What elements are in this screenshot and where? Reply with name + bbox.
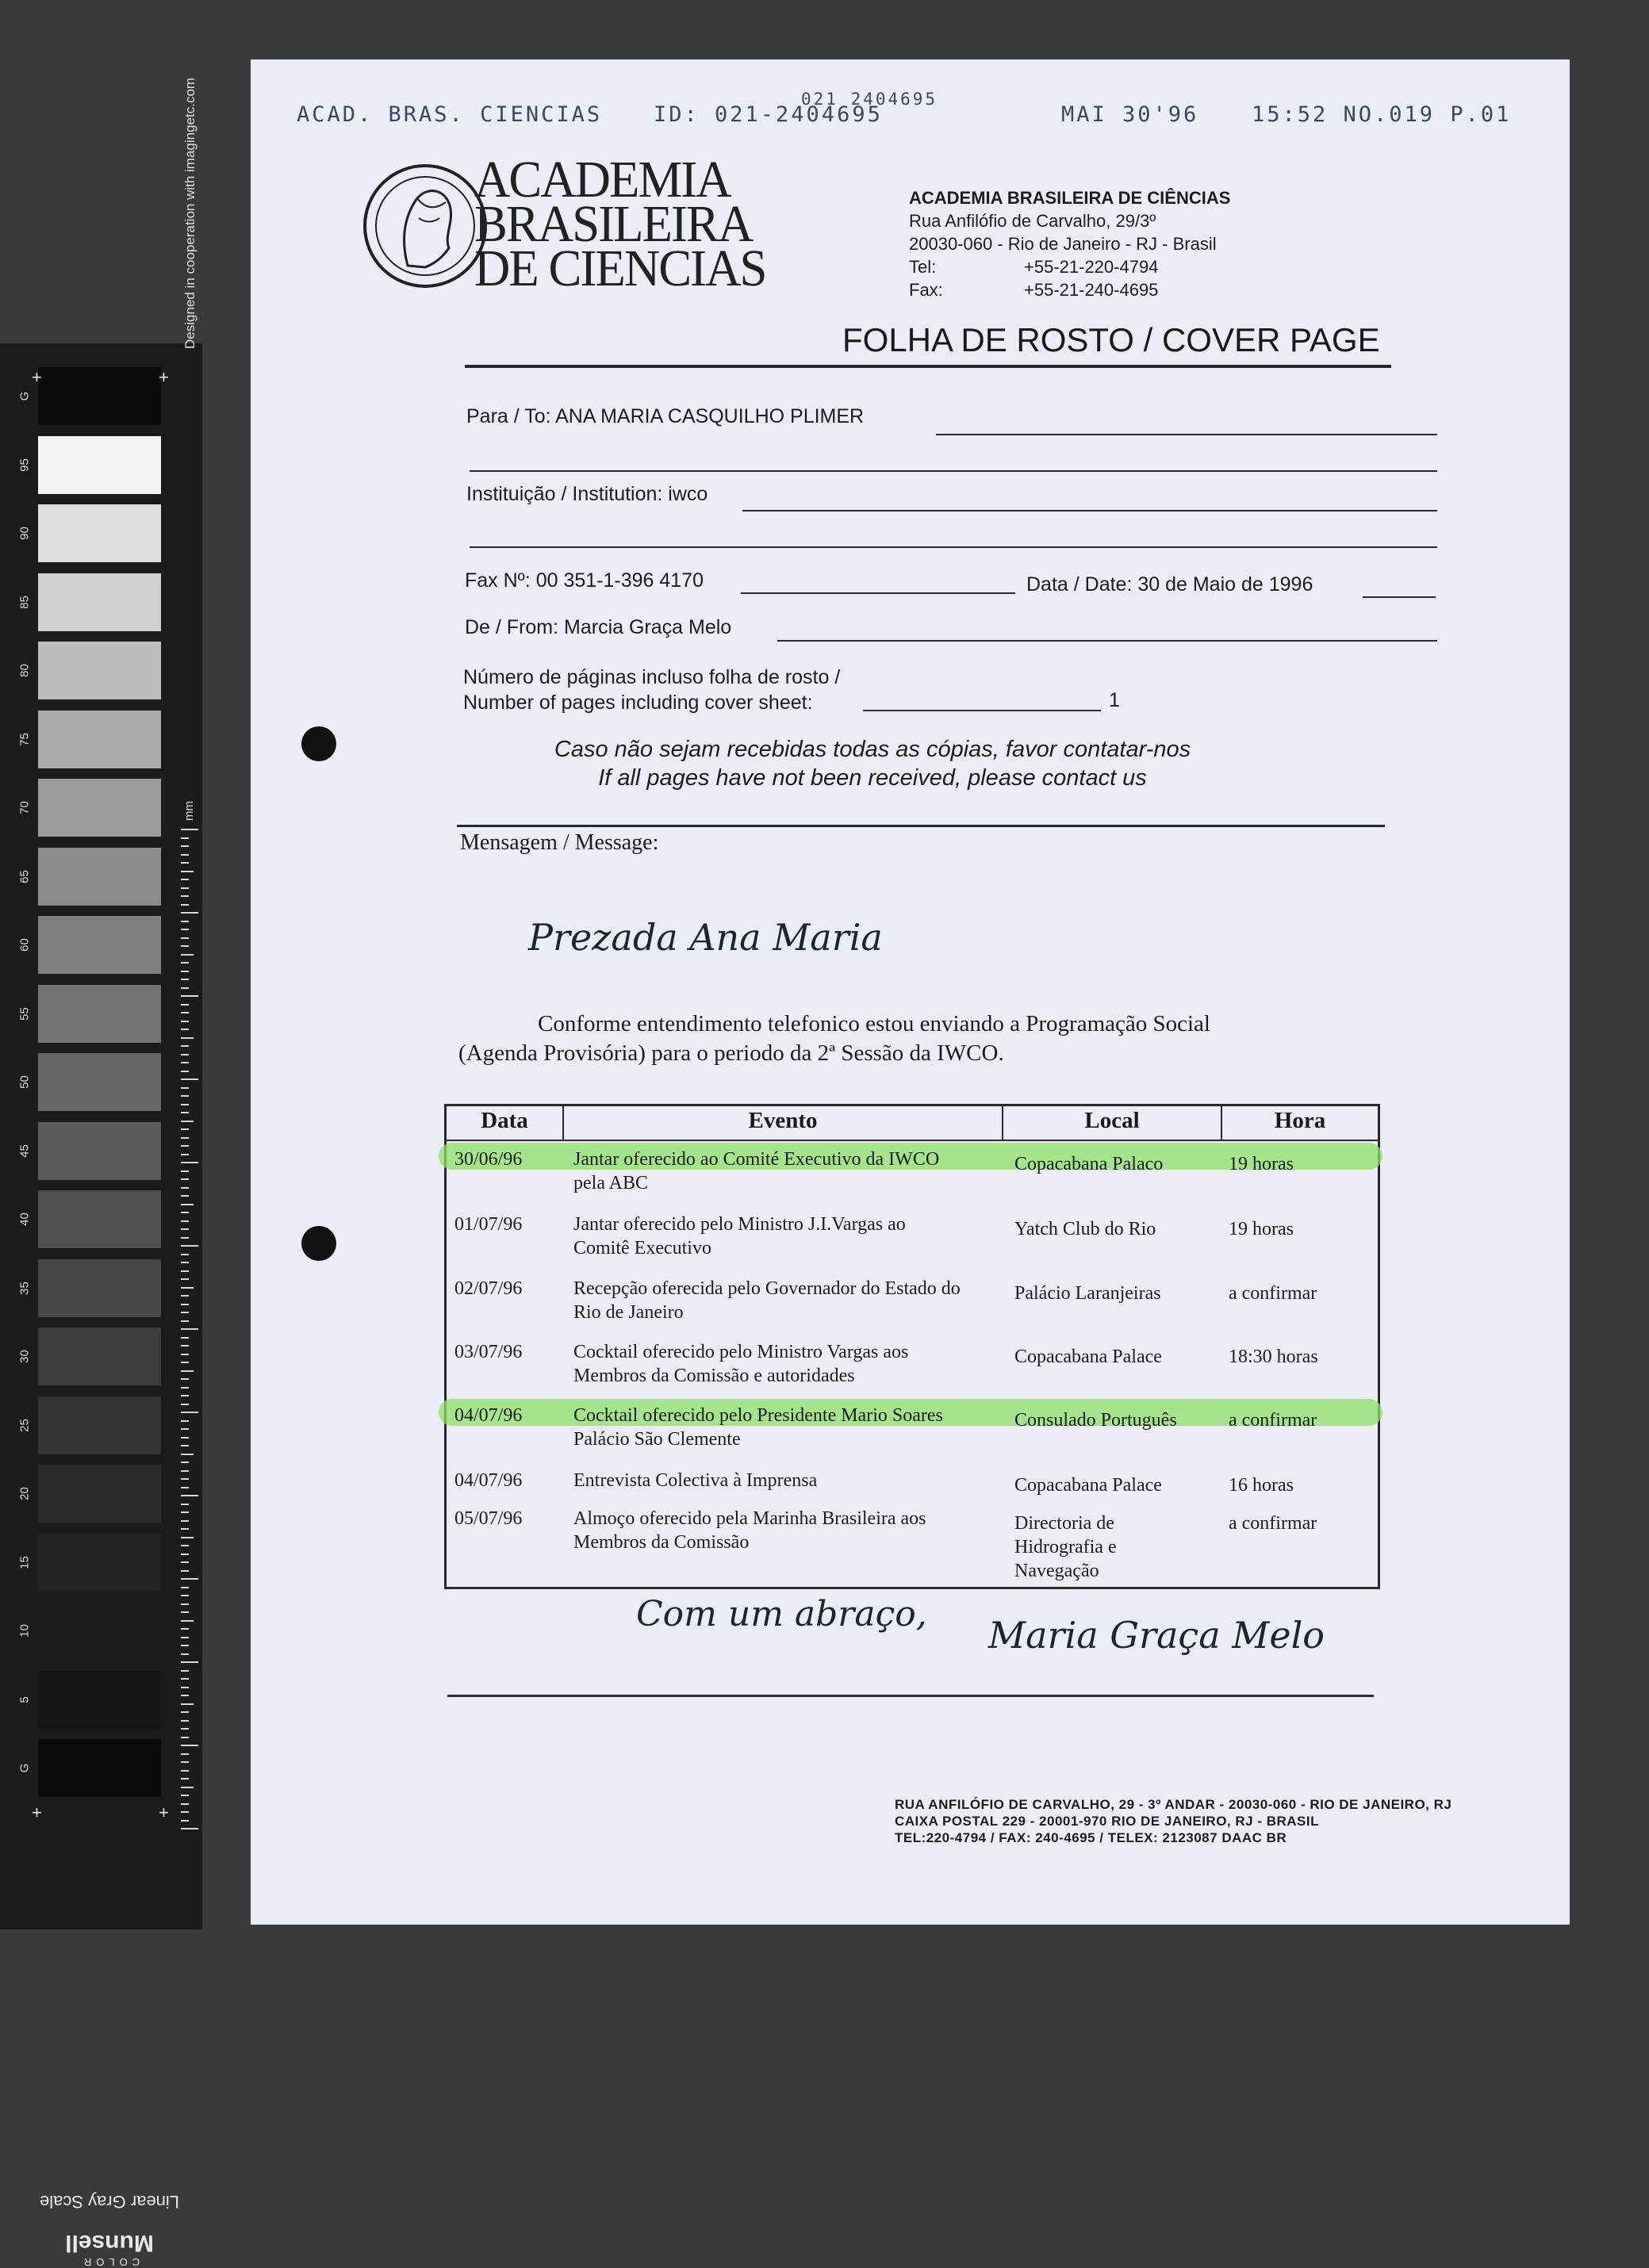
- ruler-tick: [181, 1262, 189, 1263]
- handwritten-signature: Maria Graça Melo: [988, 1614, 1325, 1657]
- cell-local-cont: Navegação: [1014, 1561, 1099, 1581]
- ruler-tick: [181, 1462, 189, 1463]
- ruler-tick: [181, 1337, 189, 1339]
- from-underline: [777, 640, 1437, 642]
- academy-wordmark: [474, 151, 766, 297]
- ruler-tick: [181, 1095, 189, 1097]
- gray-swatch: [38, 1327, 161, 1385]
- gray-swatch: [38, 1053, 161, 1111]
- handwritten-greeting: Prezada Ana Maria: [528, 916, 883, 959]
- swatch-label: 75: [17, 732, 32, 746]
- cell-local: Copacabana Palace: [1014, 1347, 1162, 1367]
- swatch-label: G: [17, 1763, 32, 1773]
- ruler-tick: [181, 879, 189, 880]
- cell-local: Directoria de: [1014, 1513, 1114, 1534]
- ruler-tick: [181, 1528, 189, 1530]
- cell-local: Copacabana Palaco: [1014, 1154, 1164, 1174]
- punch-hole: [301, 726, 336, 761]
- message-rule: [457, 825, 1385, 827]
- ruler-tick: [181, 1187, 189, 1189]
- ruler-tick: [181, 1154, 189, 1155]
- ruler-tick: [181, 862, 189, 864]
- ruler-tick: [181, 845, 189, 847]
- swatch-label: 50: [17, 1075, 32, 1089]
- wordmark-line: DE CIENCIAS: [474, 239, 766, 297]
- ruler-tick: [181, 1437, 189, 1439]
- message-body-line2: (Agenda Provisória) para o periodo da 2ª Sessão da IWCO.: [458, 1040, 1004, 1066]
- handwritten-closing: Com um abraço,: [636, 1594, 927, 1634]
- ruler-tick: [181, 1378, 189, 1380]
- swatch-label: 25: [17, 1418, 32, 1432]
- munsell-logo-sub: COLOR: [79, 2256, 140, 2268]
- ruler-tick: [181, 1703, 194, 1705]
- ruler-tick: [181, 929, 189, 930]
- ruler-tick: [181, 1178, 189, 1180]
- cell-time: 19 horas: [1229, 1154, 1294, 1174]
- ruler-tick: [181, 1445, 189, 1446]
- cell-date: 03/07/96: [454, 1342, 523, 1362]
- cell-event-cont: Comitê Executivo: [573, 1238, 711, 1259]
- gray-swatch: [38, 1259, 161, 1317]
- ruler-tick: [181, 1637, 189, 1638]
- ruler-tick: [181, 979, 189, 980]
- ruler-tick: [181, 854, 189, 856]
- ruler-tick: [181, 887, 189, 889]
- swatch-label: 55: [17, 1006, 32, 1021]
- ruler-tick: [181, 1478, 189, 1480]
- ruler-tick: [181, 1420, 189, 1422]
- signature-rule: [447, 1695, 1374, 1697]
- swatch-label: 60: [17, 938, 32, 952]
- punch-hole: [301, 1226, 336, 1261]
- notice-en: If all pages have not been received, please contact us: [598, 765, 1147, 791]
- fax-time-page: 15:52 NO.019 P.01: [1252, 102, 1512, 127]
- swatch-label: 95: [17, 458, 32, 472]
- ruler-tick: [181, 1128, 189, 1130]
- ruler-tick: [181, 1328, 198, 1330]
- ruler-tick: [181, 895, 189, 897]
- ruler-tick: [181, 1012, 189, 1013]
- ruler-tick: [181, 987, 189, 989]
- fax-number: +55-21-240-4695: [1024, 280, 1159, 300]
- ruler-tick: [181, 1595, 189, 1596]
- ruler-tick: [181, 1228, 189, 1230]
- ruler-tick: [181, 1428, 189, 1430]
- registration-mark: +: [32, 367, 42, 387]
- pages-underline: [863, 710, 1101, 711]
- swatch-label: 65: [17, 869, 32, 883]
- ruler-tick: [181, 1761, 189, 1763]
- ruler-tick: [181, 1720, 189, 1722]
- cell-time: a confirmar: [1229, 1410, 1317, 1431]
- ruler-tick: [181, 1045, 189, 1047]
- swatch-label: 40: [17, 1213, 32, 1226]
- ruler-tick: [181, 1320, 189, 1322]
- cell-local: Palácio Laranjeiras: [1014, 1283, 1161, 1304]
- wordmark-line: BRASILEIRA: [474, 195, 753, 253]
- ruler-tick: [181, 871, 194, 872]
- registration-mark: +: [159, 367, 169, 387]
- address-street: Rua Anfilófio de Carvalho, 29/3º: [909, 211, 1156, 231]
- ruler-tick: [181, 1162, 198, 1163]
- ruler-tick: [181, 1287, 194, 1289]
- swatch-label: 45: [17, 1144, 32, 1158]
- registration-mark: +: [159, 1803, 169, 1822]
- letterhead-address: [909, 186, 1230, 301]
- cell-local: Yatch Club do Rio: [1014, 1219, 1156, 1239]
- ruler-tick: [181, 1795, 189, 1796]
- header-hora: Hora: [1274, 1108, 1326, 1133]
- header-local: Local: [1084, 1108, 1140, 1133]
- blank-line: [470, 546, 1437, 548]
- cell-event: Cocktail oferecido pelo Presidente Mario Soares: [573, 1405, 943, 1426]
- receipt-notice: [251, 735, 1494, 792]
- cell-local: Copacabana Palace: [1014, 1475, 1162, 1496]
- cell-date: 04/07/96: [454, 1405, 523, 1426]
- ruler-tick: [181, 1278, 189, 1280]
- gray-swatch: [38, 367, 161, 425]
- ruler-tick: [181, 1237, 189, 1239]
- gray-swatch: [38, 985, 161, 1043]
- cell-time: a confirmar: [1229, 1513, 1317, 1534]
- ruler-tick: [181, 1587, 189, 1588]
- ruler-tick: [181, 1071, 189, 1072]
- ruler-tick: [181, 1295, 189, 1297]
- ruler-tick: [181, 1270, 189, 1272]
- gray-swatch: [38, 1671, 161, 1729]
- fax-sender: ACAD. BRAS. CIENCIAS: [297, 102, 603, 127]
- gray-swatch: [38, 504, 161, 562]
- cell-event: Almoço oferecido pela Marinha Brasileira aos: [573, 1508, 926, 1529]
- wordmark-line: ACADEMIA: [474, 151, 731, 209]
- cell-date: 02/07/96: [454, 1278, 523, 1299]
- ruler-tick: [181, 995, 198, 997]
- cell-date: 05/07/96: [454, 1508, 523, 1529]
- to-field: Para / To: ANA MARIA CASQUILHO PLIMER: [466, 405, 865, 427]
- gray-swatch: [38, 1534, 161, 1592]
- ruler-tick: [181, 1570, 189, 1572]
- cell-event: Entrevista Colectiva à Imprensa: [573, 1470, 818, 1491]
- ruler-tick: [181, 1828, 198, 1829]
- ruler-tick: [181, 829, 198, 830]
- ruler-tick: [181, 1220, 189, 1222]
- ruler-tick: [181, 1404, 189, 1405]
- ruler-tick: [181, 1687, 189, 1688]
- ruler-unit: mm: [182, 801, 196, 821]
- address-city: 20030-060 - Rio de Janeiro - RJ - Brasil: [909, 234, 1217, 254]
- ruler-tick: [181, 1820, 189, 1822]
- ruler-tick: [181, 1670, 189, 1672]
- ruler-tick: [181, 1511, 189, 1513]
- to-underline: [936, 434, 1437, 435]
- munsell-logo: Munsell: [65, 2230, 154, 2256]
- tel-label: Tel:: [909, 257, 937, 277]
- ruler-tick: [181, 1487, 189, 1488]
- gray-swatch: [38, 1739, 161, 1797]
- cell-time: 16 horas: [1229, 1475, 1294, 1496]
- fax-id: ID: 021-2404695: [654, 102, 883, 127]
- ruler-tick: [181, 1121, 194, 1122]
- gray-swatch: [38, 1396, 161, 1454]
- ruler-tick: [181, 1728, 189, 1730]
- cell-event-cont: pela ABC: [573, 1173, 648, 1193]
- ruler-tick: [181, 971, 189, 972]
- swatch-label: 85: [17, 595, 32, 609]
- ruler-tick: [181, 1137, 189, 1139]
- from-field: De / From: Marcia Graça Melo: [465, 616, 732, 638]
- gray-swatch: [38, 848, 161, 906]
- message-label: Mensagem / Message:: [460, 830, 659, 855]
- schedule-table: [444, 1104, 1380, 1589]
- swatch-label: 20: [17, 1487, 32, 1500]
- ruler-tick: [181, 1054, 189, 1055]
- notice-pt: Caso não sejam recebidas todas as cópias, favor contatar-nos: [554, 737, 1191, 762]
- swatch-label: 15: [17, 1555, 32, 1569]
- ruler-tick: [181, 1387, 189, 1389]
- ruler-tick: [181, 904, 189, 906]
- gray-scale-title: Linear Gray Scale: [39, 2192, 180, 2212]
- cell-date: 01/07/96: [454, 1214, 523, 1235]
- gray-swatch: [38, 916, 161, 974]
- ruler-tick: [181, 962, 189, 964]
- page-footer: [895, 1796, 1452, 1846]
- cell-event-cont: Membros da Comissão e autoridades: [573, 1366, 855, 1386]
- ruler-tick: [181, 945, 189, 947]
- ruler-tick: [181, 1362, 189, 1363]
- gray-swatch: [38, 1465, 161, 1523]
- institution-field: Instituição / Institution: iwco: [466, 483, 708, 505]
- gray-swatch: [38, 642, 161, 699]
- ruler-tick: [181, 1195, 189, 1197]
- ruler-tick: [181, 1254, 189, 1255]
- ruler-tick: [181, 1645, 189, 1646]
- ruler-tick: [181, 921, 189, 922]
- ruler-tick: [181, 1661, 198, 1663]
- ruler-tick: [181, 1004, 189, 1006]
- swatch-label: 10: [17, 1624, 32, 1638]
- cell-event-cont: Membros da Comissão: [573, 1532, 750, 1553]
- ruler-tick: [181, 937, 189, 939]
- tel-number: +55-21-220-4794: [1024, 257, 1159, 277]
- fax-page: [251, 59, 1570, 1925]
- academy-seal-icon: [362, 163, 489, 289]
- footer-line1: RUA ANFILÓFIO DE CARVALHO, 29 - 3º ANDAR - 20030-060 - RIO DE JANEIRO, RJ: [895, 1797, 1452, 1812]
- ruler-tick: [181, 1787, 194, 1788]
- fax-id-overlay: 021 2404695: [801, 90, 938, 109]
- ruler-tick: [181, 1778, 189, 1780]
- ruler-tick: [181, 1021, 189, 1022]
- ruler-tick: [181, 1345, 189, 1347]
- ruler-tick: [181, 1354, 189, 1355]
- ruler-tick: [181, 1803, 189, 1805]
- ruler-tick: [181, 1737, 189, 1738]
- ruler-tick: [181, 1554, 189, 1555]
- header-data: Data: [481, 1108, 528, 1133]
- footer-line2: CAIXA POSTAL 229 - 20001-970 RIO DE JANEIRO, RJ - BRASIL: [895, 1814, 1319, 1829]
- ruler-tick: [181, 954, 194, 956]
- swatch-label: 30: [17, 1350, 32, 1363]
- cell-event-cont: Palácio São Clemente: [573, 1429, 741, 1450]
- swatch-label: 80: [17, 664, 32, 677]
- date-field: Data / Date: 30 de Maio de 1996: [1026, 573, 1313, 596]
- gray-swatch: [38, 1122, 161, 1180]
- cell-event: Cocktail oferecido pelo Ministro Vargas aos: [573, 1342, 909, 1362]
- header-evento: Evento: [748, 1108, 818, 1133]
- ruler-tick: [181, 1062, 189, 1063]
- gray-swatch: [38, 1190, 161, 1248]
- swatch-label: 35: [17, 1281, 32, 1295]
- gray-swatch: [38, 1602, 161, 1660]
- fax-no-field: Fax Nº: 00 351-1-396 4170: [465, 569, 704, 592]
- ruler-tick: [181, 837, 189, 839]
- cell-event: Jantar oferecido pelo Ministro J.I.Vargas ao: [573, 1214, 906, 1235]
- cell-local: Consulado Português: [1014, 1410, 1177, 1431]
- cell-date: 30/06/96: [454, 1149, 523, 1170]
- gray-swatch: [38, 573, 161, 631]
- registration-mark: +: [32, 1803, 42, 1822]
- ruler-tick: [181, 1678, 189, 1680]
- cell-event-cont: Rio de Janeiro: [573, 1302, 684, 1323]
- ruler-tick: [181, 1078, 198, 1080]
- ruler-tick: [181, 1495, 198, 1496]
- header-rule: [447, 1140, 1378, 1141]
- institution-underline: [742, 510, 1437, 511]
- cover-page-title: FOLHA DE ROSTO / COVER PAGE: [842, 321, 1380, 358]
- ruler-tick: [181, 1811, 189, 1813]
- title-rule: [465, 365, 1391, 368]
- ruler-tick: [181, 1711, 189, 1713]
- pages-label-en: Number of pages including cover sheet:: [463, 692, 813, 714]
- ruler-tick: [181, 1312, 189, 1313]
- fax-date: MAI 30'96: [1061, 102, 1199, 127]
- cell-event: Recepção oferecida pelo Governador do Estado do: [573, 1278, 961, 1299]
- ruler-tick: [181, 1245, 198, 1247]
- ruler-tick: [181, 1304, 189, 1305]
- cell-time: a confirmar: [1229, 1283, 1317, 1304]
- footer-line3: TEL:220-4794 / FAX: 240-4695 / TELEX: 2123087 DAAC BR: [895, 1830, 1287, 1845]
- institution-name: ACADEMIA BRASILEIRA DE CIÊNCIAS: [909, 188, 1231, 208]
- fax-label: Fax:: [909, 280, 943, 300]
- ruler-tick: [181, 1037, 194, 1039]
- ruler-tick: [181, 1395, 189, 1396]
- card-credit: Designed in cooperation with imagingetc.com: [182, 77, 197, 349]
- gray-swatch: [38, 711, 161, 768]
- cell-local-cont: Hidrografia e: [1014, 1537, 1117, 1557]
- ruler-tick: [181, 1145, 189, 1147]
- ruler-tick: [181, 1611, 189, 1613]
- ruler-tick: [181, 912, 198, 914]
- ruler-tick: [181, 1087, 189, 1089]
- ruler-tick: [181, 1212, 189, 1213]
- ruler-tick: [181, 1504, 189, 1505]
- ruler-tick: [181, 1112, 189, 1113]
- ruler-tick: [181, 1653, 189, 1655]
- ruler-tick: [181, 1412, 198, 1413]
- ruler-tick: [181, 1537, 194, 1538]
- fax-no-underline: [741, 592, 1015, 594]
- ruler-tick: [181, 1470, 189, 1472]
- ruler-tick: [181, 1770, 189, 1772]
- pages-label-pt: Número de páginas incluso folha de rosto /: [463, 666, 841, 688]
- ruler-tick: [181, 1454, 194, 1455]
- ruler-tick: [181, 1170, 189, 1172]
- swatch-label: G: [17, 391, 32, 401]
- ruler-tick: [181, 1620, 194, 1622]
- cell-time: 19 horas: [1229, 1219, 1294, 1239]
- ruler-tick: [181, 1204, 194, 1205]
- ruler-tick: [181, 1695, 189, 1696]
- swatch-label: 70: [17, 801, 32, 814]
- cell-time: 18:30 horas: [1229, 1347, 1318, 1367]
- ruler-tick: [181, 1578, 198, 1580]
- blank-line: [470, 470, 1437, 472]
- ruler-tick: [181, 1628, 189, 1630]
- ruler-tick: [181, 1753, 189, 1755]
- message-body-line1: Conforme entendimento telefonico estou enviando a Programação Social: [538, 1011, 1210, 1036]
- cell-date: 04/07/96: [454, 1470, 523, 1491]
- ruler-tick: [181, 1520, 189, 1522]
- swatch-label: 5: [17, 1695, 32, 1703]
- cell-event: Jantar oferecido ao Comité Executivo da IWCO: [573, 1149, 940, 1170]
- ruler-tick: [181, 1104, 189, 1105]
- date-underline: [1363, 596, 1436, 598]
- ruler-tick: [181, 1561, 189, 1563]
- ruler-tick: [181, 1603, 189, 1605]
- swatch-label: 90: [17, 527, 32, 540]
- gray-scale-card: [0, 343, 202, 2268]
- ruler-tick: [181, 1029, 189, 1030]
- pages-field: [463, 665, 840, 715]
- ruler-tick: [181, 1745, 198, 1746]
- pages-count: 1: [1109, 689, 1120, 711]
- gray-swatch: [38, 779, 161, 837]
- ruler-tick: [181, 1545, 189, 1546]
- gray-swatch: [38, 436, 161, 494]
- ruler-tick: [181, 1370, 194, 1372]
